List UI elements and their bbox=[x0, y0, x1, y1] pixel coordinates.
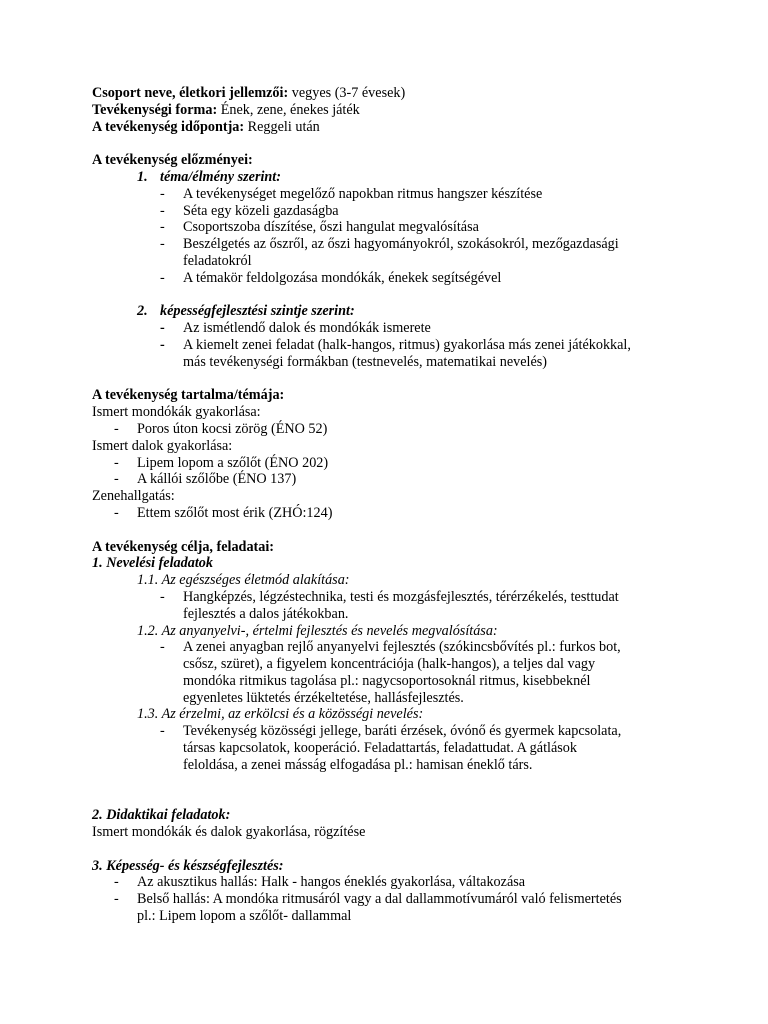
list-item-text: A kiemelt zenei feladat (halk-hangos, ritmus) gyakorlása más zenei játékokkal, bbox=[183, 336, 631, 353]
dash-bullet: - bbox=[160, 219, 165, 236]
group-value: vegyes (3-7 évesek) bbox=[288, 85, 406, 101]
list-item-text: Beszélgetés az őszről, az őszi hagyományokról, szokásokról, mezőgazdasági bbox=[183, 236, 619, 253]
list-item-text: csősz, szüret), a figyelem koncentrációja (halk-hangos), a teljes dal vagy bbox=[183, 656, 596, 673]
form-line bbox=[92, 102, 692, 119]
list-item-continuation bbox=[92, 757, 692, 774]
list-item-text: Csoportszoba díszítése, őszi hangulat megvalósítása bbox=[183, 219, 479, 236]
sub3-heading: 1.3. Az érzelmi, az erkölcsi és a közösségi nevelés: bbox=[137, 706, 424, 723]
list-item-text: A témakör feldolgozása mondókák, énekek segítségével bbox=[183, 269, 502, 286]
list-item-text: Belső hallás: A mondóka ritmusáról vagy a dal dallammotívumáról való felismertetés bbox=[137, 891, 622, 908]
list-item-continuation bbox=[92, 253, 692, 270]
list-item bbox=[92, 270, 692, 287]
dash-bullet: - bbox=[114, 454, 119, 471]
didactic-text: Ismert mondókák és dalok gyakorlása, rögzítése bbox=[92, 824, 366, 841]
list-item bbox=[92, 337, 692, 354]
dash-bullet-bold: - bbox=[160, 320, 165, 337]
time-value: Reggeli után bbox=[244, 118, 320, 135]
didactic-heading: 2. Didaktikai feladatok: bbox=[92, 807, 231, 824]
list-item bbox=[92, 874, 692, 891]
list-item bbox=[92, 505, 692, 522]
list-item-text: Séta egy közeli gazdaságba bbox=[183, 202, 339, 219]
dash-bullet-bold: - bbox=[160, 336, 165, 353]
group-label: Csoport neve, életkori jellemzői: bbox=[92, 85, 289, 101]
list-item bbox=[92, 186, 692, 203]
list-item-text: egyenletes lüktetés érzékeltetése, hallásfejlesztés. bbox=[183, 689, 464, 706]
dash-bullet: - bbox=[160, 269, 165, 286]
list-item-text: mondóka ritmikus tagolása pl.: nagycsoportosoknál ritmus, kisebbeknél bbox=[183, 672, 591, 689]
list-item bbox=[92, 891, 692, 908]
list-item-continuation bbox=[92, 908, 692, 925]
dash-bullet: - bbox=[114, 420, 119, 437]
list-item bbox=[92, 589, 692, 606]
list-item-text: Poros úton kocsi zörög (ÉNO 52) bbox=[137, 420, 328, 437]
list-item-continuation bbox=[92, 690, 692, 707]
list-item bbox=[92, 421, 692, 438]
form-label: Tevékenységi forma: bbox=[92, 101, 218, 118]
dash-bullet: - bbox=[160, 723, 165, 740]
dash-bullet: - bbox=[160, 236, 165, 253]
antecedents-heading: A tevékenység előzményei: bbox=[92, 152, 253, 169]
dash-bullet: - bbox=[114, 874, 119, 891]
educational-heading: 1. Nevelési feladatok bbox=[92, 555, 213, 572]
sub1-heading: 1.1. Az egészséges életmód alakítása: bbox=[137, 572, 350, 589]
skill-heading: képességfejlesztési szintje szerint: bbox=[160, 303, 355, 320]
list-item bbox=[92, 455, 692, 472]
dash-bullet: - bbox=[160, 185, 165, 202]
dash-bullet: - bbox=[114, 891, 119, 908]
list-item-text: pl.: Lipem lopom a szőlőt- dallammal bbox=[137, 908, 352, 925]
list-item bbox=[92, 723, 692, 740]
list-item-text: Lipem lopom a szőlőt (ÉNO 202) bbox=[137, 454, 329, 471]
list-item-text: feloldása, a zenei másság elfogadása pl.: hamisan éneklő társ. bbox=[183, 756, 533, 773]
time-line bbox=[92, 119, 692, 136]
list-item-continuation bbox=[92, 656, 692, 673]
dash-bullet: - bbox=[114, 504, 119, 521]
skill-heading-item bbox=[92, 303, 692, 320]
songs-label: Ismert dalok gyakorlása: bbox=[92, 437, 233, 454]
theme-heading: téma/élmény szerint: bbox=[160, 168, 281, 185]
skill-number: 2. bbox=[137, 303, 148, 320]
list-item-text: Ettem szőlőt most érik (ZHÓ:124) bbox=[137, 504, 333, 521]
list-item-text: Tevékenység közösségi jellege, baráti érzések, óvónő és gyermek kapcsolata, bbox=[183, 723, 622, 740]
list-item-text: más tevékenységi formákban (testnevelés, matematikai nevelés) bbox=[183, 353, 548, 370]
form-value: Ének, zene, énekes játék bbox=[217, 101, 360, 118]
list-item bbox=[92, 320, 692, 337]
content-heading: A tevékenység tartalma/témája: bbox=[92, 387, 285, 404]
list-item-text: fejlesztés a dalos játékokban. bbox=[183, 605, 349, 622]
dash-bullet: - bbox=[160, 202, 165, 219]
theme-number: 1. bbox=[137, 168, 148, 185]
list-item bbox=[92, 219, 692, 236]
theme-heading-item bbox=[92, 169, 692, 186]
time-label: A tevékenység időpontja: bbox=[92, 118, 245, 135]
list-item-continuation bbox=[92, 354, 692, 371]
document-content bbox=[92, 85, 692, 925]
listening-label: Zenehallgatás: bbox=[92, 488, 175, 505]
list-item bbox=[92, 236, 692, 253]
list-item-continuation bbox=[92, 740, 692, 757]
list-item-text: A tevékenységet megelőző napokban ritmus hangszer készítése bbox=[183, 185, 543, 202]
list-item-continuation bbox=[92, 606, 692, 623]
list-item-text: A kállói szőlőbe (ÉNO 137) bbox=[137, 471, 297, 488]
list-item bbox=[92, 471, 692, 488]
skills-heading: 3. Képesség- és készségfejlesztés: bbox=[92, 857, 284, 874]
list-item-text: A zenei anyagban rejlő anyanyelvi fejlesztés (szókincsbővítés pl.: furkos bot, bbox=[183, 639, 621, 656]
list-item-text: Hangképzés, légzéstechnika, testi és mozgásfejlesztés, térérzékelés, testtudat bbox=[183, 588, 619, 605]
dash-bullet: - bbox=[160, 588, 165, 605]
list-item bbox=[92, 639, 692, 656]
list-item-text: feladatokról bbox=[183, 252, 252, 269]
list-item-continuation bbox=[92, 673, 692, 690]
goals-heading: A tevékenység célja, feladatai: bbox=[92, 538, 275, 555]
list-item-text: Az akusztikus hallás: Halk - hangos éneklés gyakorlása, váltakozása bbox=[137, 874, 526, 891]
dash-bullet: - bbox=[114, 471, 119, 488]
sub2-heading: 1.2. Az anyanyelvi-, értelmi fejlesztés és nevelés megvalósítása: bbox=[137, 622, 498, 639]
dash-bullet: - bbox=[160, 639, 165, 656]
list-item-text: Az ismétlendő dalok és mondókák ismerete bbox=[183, 320, 431, 337]
list-item bbox=[92, 203, 692, 220]
list-item-text: társas kapcsolatok, kooperáció. Feladattartás, feladattudat. A gátlások bbox=[183, 740, 577, 757]
group-line bbox=[92, 85, 692, 102]
rhymes-label: Ismert mondókák gyakorlása: bbox=[92, 404, 261, 421]
